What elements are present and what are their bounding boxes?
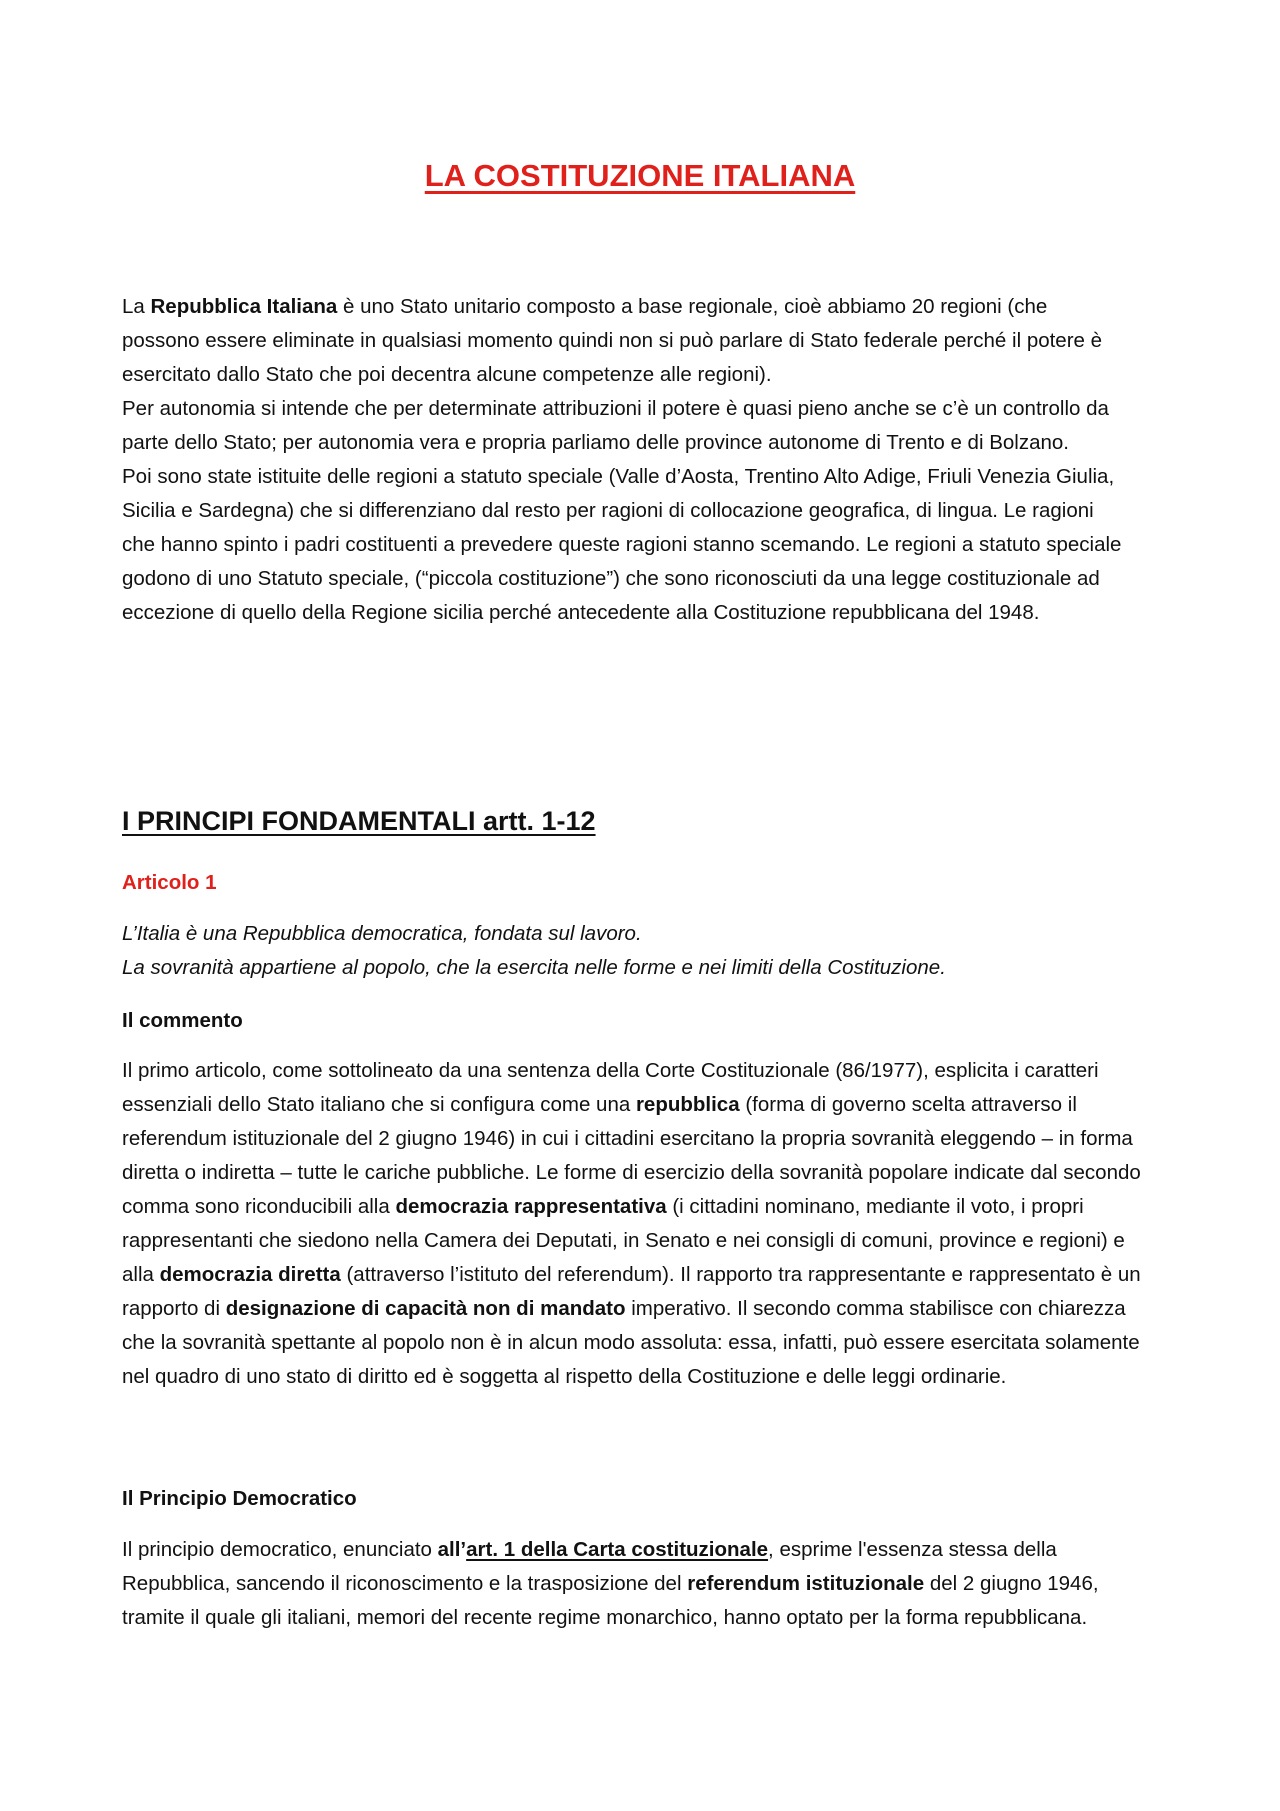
comment-bold-4: designazione di capacità non di mandato bbox=[225, 1297, 626, 1320]
principle-paragraph bbox=[122, 1533, 1162, 1635]
intro-p1-text-a: La bbox=[122, 295, 151, 318]
comment-text-5: imperativo. Il secondo comma stabilisce con chiarezza che la sovranità spettante al popolo non è in alcun modo assoluta: essa, infatti, può essere esercitata solamente nel quadro di uno stato di diritto ed è soggetta al rispetto della Costituzione e delle leggi ordinarie. bbox=[122, 1297, 1140, 1388]
comment-bold-1: repubblica bbox=[635, 1093, 740, 1116]
comment-heading: Il commento bbox=[122, 1009, 243, 1032]
article-line-2: La sovranità appartiene al popolo, che la esercita nelle forme e nei limiti della Costituzione. bbox=[122, 956, 946, 979]
principle-text-2: , esprime l'essenza stessa della Repubblica, sancendo il riconoscimento e la trasposizione del bbox=[122, 1538, 1057, 1595]
intro-paragraph-2: Per autonomia si intende che per determinate attribuzioni il potere è quasi pieno anche se c’è un controllo da parte dello Stato; per autonomia vera e propria parliamo delle province autonome di Trento e di Bolzano. bbox=[122, 397, 1109, 454]
intro-p1-bold: Repubblica Italiana bbox=[150, 295, 338, 318]
comment-paragraph bbox=[122, 1054, 1162, 1394]
comment-text-3: (i cittadini nominano, mediante il voto, i propri rappresentanti che siedono nella Camera dei Deputati, in Senato e nei consigli di comuni, province e regioni) e alla bbox=[122, 1195, 1125, 1286]
principle-bold-2: referendum istituzionale bbox=[687, 1572, 925, 1595]
article-text bbox=[122, 917, 1162, 985]
principle-bold-1: all’ bbox=[437, 1538, 467, 1561]
principle-text-1: Il principio democratico, enunciato bbox=[122, 1538, 438, 1561]
principle-text-3: del 2 giugno 1946, tramite il quale gli italiani, memori del recente regime monarchico, hanno optato per la forma repubblicana. bbox=[122, 1572, 1099, 1629]
principle-heading: Il Principio Democratico bbox=[122, 1487, 357, 1510]
comment-text-1: Il primo articolo, come sottolineato da una sentenza della Corte Costituzionale (86/1977), esplicita i caratteri essenziali dello Stato italiano che si configura come una bbox=[122, 1059, 1099, 1116]
intro-paragraph-3: Poi sono state istituite delle regioni a statuto speciale (Valle d’Aosta, Trentino Alto Adige, Friuli Venezia Giulia, Sicilia e Sardegna) che si differenziano dal resto per ragioni di collocazione geografica, di lingua. Le ragioni che hanno spinto i padri costituenti a prevedere queste ragioni stanno scemando. Le regioni a statuto speciale godono di uno Statuto speciale, (“piccola costituzione”) che sono riconosciuti da una legge costituzionale ad eccezione di quello della Regione sicilia perché antecedente alla Costituzione repubblicana del 1948. bbox=[122, 465, 1122, 624]
article-line-1: L’Italia è una Repubblica democratica, fondata sul lavoro. bbox=[122, 922, 642, 945]
article-label: Articolo 1 bbox=[122, 871, 217, 894]
comment-text-4: (attraverso l’istituto del referendum). Il rapporto tra rappresentante e rappresentato è un rapporto di bbox=[122, 1263, 1141, 1320]
principle-bold-underlined: art. 1 della Carta costituzionale bbox=[466, 1538, 769, 1561]
document-title: LA COSTITUZIONE ITALIANA bbox=[424, 158, 856, 193]
comment-bold-3: democrazia diretta bbox=[159, 1263, 341, 1286]
comment-bold-2: democrazia rappresentativa bbox=[395, 1195, 667, 1218]
intro-section bbox=[122, 290, 1122, 630]
intro-p1-text-c: è uno Stato unitario composto a base regionale, cioè abbiamo 20 regioni (che possono essere eliminate in qualsiasi momento quindi non si può parlare di Stato federale perché il potere è esercitato dallo Stato che poi decentra alcune competenze alle regioni). bbox=[122, 295, 1103, 386]
intro-paragraph-1 bbox=[122, 290, 1122, 392]
section-heading: I PRINCIPI FONDAMENTALI artt. 1-12 bbox=[122, 806, 596, 836]
comment-text-2: (forma di governo scelta attraverso il referendum istituzionale del 2 giugno 1946) in cui i cittadini esercitano la propria sovranità eleggendo – in forma diretta o indiretta – tutte le cariche pubbliche. Le forme di esercizio della sovranità popolare indicate dal secondo comma sono riconducibili alla bbox=[122, 1093, 1141, 1218]
